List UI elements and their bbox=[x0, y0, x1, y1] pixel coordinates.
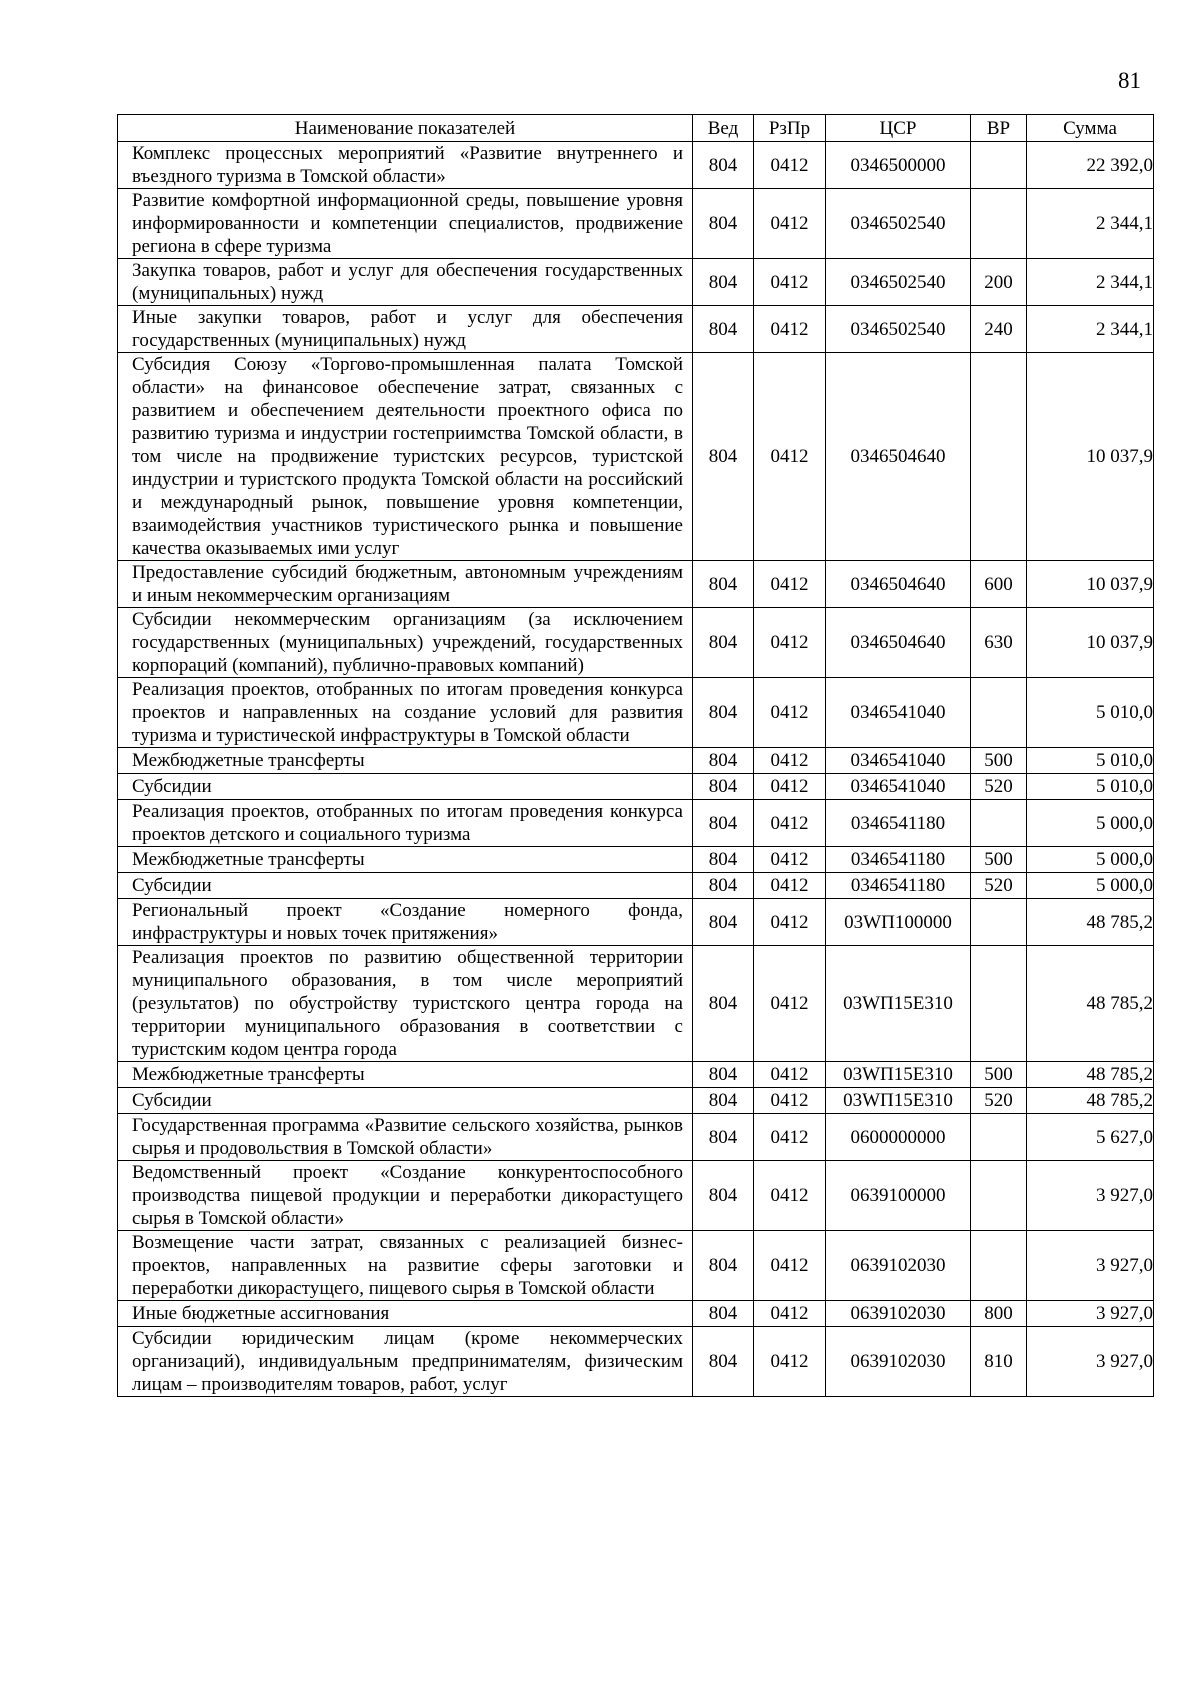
row-rzpr: 0412 bbox=[754, 748, 826, 774]
row-csr: 0346504640 bbox=[826, 561, 971, 608]
row-name: Развитие комфортной информационной среды, повышение уровня информированности и компетенции специалистов, продвижение региона в сфере туризма bbox=[118, 189, 693, 259]
table-row bbox=[118, 748, 1154, 774]
row-csr: 0639102030 bbox=[826, 1327, 971, 1397]
row-sum: 3 927,0 bbox=[1027, 1327, 1154, 1397]
row-rzpr: 0412 bbox=[754, 189, 826, 259]
row-csr: 0639100000 bbox=[826, 1161, 971, 1231]
row-name: Субсидия Союзу «Торгово-промышленная палата Томской области» на финансовое обеспечение затрат, связанных с развитием и обеспечением деятельности проектного офиса по развитию туризма и индустрии гостеприимства Томской области, в том числе на продвижение туристских ресурсов, туристской индустрии и туристского продукта Томской области на российский и международный рынок, повышение уровня компетенции, взаимодействия участников туристического рынка и повышение качества оказываемых ими услуг bbox=[118, 353, 693, 561]
table-row bbox=[118, 1114, 1154, 1161]
row-csr: 03WП15E310 bbox=[826, 946, 971, 1062]
table-row bbox=[118, 847, 1154, 873]
row-name: Межбюджетные трансферты bbox=[118, 847, 693, 873]
row-sum: 48 785,2 bbox=[1027, 899, 1154, 946]
row-ved: 804 bbox=[693, 353, 754, 561]
row-rzpr: 0412 bbox=[754, 1088, 826, 1114]
row-rzpr: 0412 bbox=[754, 353, 826, 561]
table-header-row bbox=[118, 115, 1154, 142]
row-vr: 200 bbox=[971, 259, 1027, 306]
row-sum: 48 785,2 bbox=[1027, 1062, 1154, 1088]
row-rzpr: 0412 bbox=[754, 259, 826, 306]
row-csr: 0346541040 bbox=[826, 678, 971, 748]
row-name: Закупка товаров, работ и услуг для обеспечения государственных (муниципальных) нужд bbox=[118, 259, 693, 306]
row-csr: 0346504640 bbox=[826, 353, 971, 561]
table-row bbox=[118, 1088, 1154, 1114]
table-row bbox=[118, 142, 1154, 189]
row-rzpr: 0412 bbox=[754, 142, 826, 189]
row-vr bbox=[971, 899, 1027, 946]
table-row bbox=[118, 1231, 1154, 1301]
row-vr: 800 bbox=[971, 1301, 1027, 1327]
row-csr: 0346502540 bbox=[826, 306, 971, 353]
row-vr: 810 bbox=[971, 1327, 1027, 1397]
row-rzpr: 0412 bbox=[754, 1161, 826, 1231]
row-csr: 03WП100000 bbox=[826, 899, 971, 946]
row-ved: 804 bbox=[693, 946, 754, 1062]
row-rzpr: 0412 bbox=[754, 946, 826, 1062]
row-name: Субсидии bbox=[118, 1088, 693, 1114]
row-vr: 600 bbox=[971, 561, 1027, 608]
row-ved: 804 bbox=[693, 678, 754, 748]
row-vr bbox=[971, 142, 1027, 189]
row-vr bbox=[971, 1231, 1027, 1301]
table-row bbox=[118, 1062, 1154, 1088]
row-sum: 5 010,0 bbox=[1027, 748, 1154, 774]
row-ved: 804 bbox=[693, 899, 754, 946]
row-name: Субсидии некоммерческим организациям (за исключением государственных (муниципальных) учреждений, государственных корпораций (компаний), публично-правовых компаний) bbox=[118, 608, 693, 678]
table-row bbox=[118, 946, 1154, 1062]
row-csr: 0346541040 bbox=[826, 748, 971, 774]
row-sum: 2 344,1 bbox=[1027, 259, 1154, 306]
row-csr: 0346500000 bbox=[826, 142, 971, 189]
row-sum: 3 927,0 bbox=[1027, 1301, 1154, 1327]
row-ved: 804 bbox=[693, 189, 754, 259]
row-vr: 520 bbox=[971, 1088, 1027, 1114]
row-csr: 0346541180 bbox=[826, 800, 971, 847]
table-row bbox=[118, 608, 1154, 678]
row-name: Реализация проектов, отобранных по итогам проведения конкурса проектов и направленных на создание условий для развития туризма и туристической инфраструктуры в Томской области bbox=[118, 678, 693, 748]
row-name: Реализация проектов, отобранных по итогам проведения конкурса проектов детского и социального туризма bbox=[118, 800, 693, 847]
row-vr bbox=[971, 1161, 1027, 1231]
row-vr bbox=[971, 353, 1027, 561]
table-row bbox=[118, 259, 1154, 306]
table-row bbox=[118, 353, 1154, 561]
row-sum: 5 010,0 bbox=[1027, 774, 1154, 800]
row-name: Межбюджетные трансферты bbox=[118, 748, 693, 774]
row-ved: 804 bbox=[693, 142, 754, 189]
row-vr bbox=[971, 1114, 1027, 1161]
row-rzpr: 0412 bbox=[754, 1327, 826, 1397]
row-ved: 804 bbox=[693, 259, 754, 306]
row-ved: 804 bbox=[693, 1327, 754, 1397]
row-csr: 0346504640 bbox=[826, 608, 971, 678]
row-sum: 5 000,0 bbox=[1027, 873, 1154, 899]
row-sum: 10 037,9 bbox=[1027, 608, 1154, 678]
row-vr bbox=[971, 946, 1027, 1062]
table-row bbox=[118, 873, 1154, 899]
header-rzpr: РзПр bbox=[754, 115, 826, 142]
row-rzpr: 0412 bbox=[754, 873, 826, 899]
row-vr bbox=[971, 189, 1027, 259]
row-rzpr: 0412 bbox=[754, 800, 826, 847]
row-csr: 0639102030 bbox=[826, 1301, 971, 1327]
row-csr: 0346502540 bbox=[826, 189, 971, 259]
row-rzpr: 0412 bbox=[754, 847, 826, 873]
row-name: Субсидии bbox=[118, 873, 693, 899]
row-ved: 804 bbox=[693, 748, 754, 774]
row-ved: 804 bbox=[693, 1088, 754, 1114]
header-name: Наименование показателей bbox=[118, 115, 693, 142]
table-row bbox=[118, 1301, 1154, 1327]
header-ved: Вед bbox=[693, 115, 754, 142]
row-ved: 804 bbox=[693, 306, 754, 353]
row-sum: 22 392,0 bbox=[1027, 142, 1154, 189]
row-sum: 10 037,9 bbox=[1027, 561, 1154, 608]
row-sum: 10 037,9 bbox=[1027, 353, 1154, 561]
row-vr: 500 bbox=[971, 748, 1027, 774]
table-row bbox=[118, 899, 1154, 946]
row-csr: 0600000000 bbox=[826, 1114, 971, 1161]
row-rzpr: 0412 bbox=[754, 608, 826, 678]
row-vr: 520 bbox=[971, 774, 1027, 800]
table-row bbox=[118, 1327, 1154, 1397]
header-vr: ВР bbox=[971, 115, 1027, 142]
row-ved: 804 bbox=[693, 1301, 754, 1327]
table-row bbox=[118, 678, 1154, 748]
table-row bbox=[118, 1161, 1154, 1231]
row-name: Региональный проект «Создание номерного фонда, инфраструктуры и новых точек притяжения» bbox=[118, 899, 693, 946]
row-sum: 48 785,2 bbox=[1027, 1088, 1154, 1114]
row-name: Ведомственный проект «Создание конкурентоспособного производства пищевой продукции и переработки дикорастущего сырья в Томской области» bbox=[118, 1161, 693, 1231]
row-name: Субсидии bbox=[118, 774, 693, 800]
row-sum: 5 627,0 bbox=[1027, 1114, 1154, 1161]
row-name: Государственная программа «Развитие сельского хозяйства, рынков сырья и продовольствия в Томской области» bbox=[118, 1114, 693, 1161]
row-name: Иные закупки товаров, работ и услуг для обеспечения государственных (муниципальных) нужд bbox=[118, 306, 693, 353]
row-vr: 630 bbox=[971, 608, 1027, 678]
row-vr bbox=[971, 678, 1027, 748]
row-name: Межбюджетные трансферты bbox=[118, 1062, 693, 1088]
row-name: Реализация проектов по развитию общественной территории муниципального образования, в том числе мероприятий (результатов) по обустройству туристского центра города на территории муниципального образования в соответствии с туристским кодом центра города bbox=[118, 946, 693, 1062]
row-vr bbox=[971, 800, 1027, 847]
row-csr: 03WП15E310 bbox=[826, 1062, 971, 1088]
budget-table bbox=[117, 114, 1154, 1397]
table-row bbox=[118, 774, 1154, 800]
row-name: Предоставление субсидий бюджетным, автономным учреждениям и иным некоммерческим организациям bbox=[118, 561, 693, 608]
page-number: 81 bbox=[1118, 68, 1141, 93]
row-ved: 804 bbox=[693, 873, 754, 899]
row-rzpr: 0412 bbox=[754, 774, 826, 800]
row-rzpr: 0412 bbox=[754, 306, 826, 353]
row-rzpr: 0412 bbox=[754, 561, 826, 608]
row-vr: 240 bbox=[971, 306, 1027, 353]
row-vr: 520 bbox=[971, 873, 1027, 899]
row-sum: 48 785,2 bbox=[1027, 946, 1154, 1062]
row-ved: 804 bbox=[693, 608, 754, 678]
row-ved: 804 bbox=[693, 1231, 754, 1301]
row-csr: 03WП15E310 bbox=[826, 1088, 971, 1114]
header-csr: ЦСР bbox=[826, 115, 971, 142]
row-ved: 804 bbox=[693, 561, 754, 608]
row-csr: 0346541040 bbox=[826, 774, 971, 800]
row-name: Возмещение части затрат, связанных с реализацией бизнес-проектов, направленных на развитие сферы заготовки и переработки дикорастущего, пищевого сырья в Томской области bbox=[118, 1231, 693, 1301]
row-ved: 804 bbox=[693, 1161, 754, 1231]
row-sum: 2 344,1 bbox=[1027, 306, 1154, 353]
row-name: Комплекс процессных мероприятий «Развитие внутреннего и въездного туризма в Томской области» bbox=[118, 142, 693, 189]
row-name: Субсидии юридическим лицам (кроме некоммерческих организаций), индивидуальным предпринимателям, физическим лицам – производителям товаров, работ, услуг bbox=[118, 1327, 693, 1397]
row-sum: 5 000,0 bbox=[1027, 847, 1154, 873]
row-rzpr: 0412 bbox=[754, 1231, 826, 1301]
row-vr: 500 bbox=[971, 1062, 1027, 1088]
row-sum: 3 927,0 bbox=[1027, 1231, 1154, 1301]
table-row bbox=[118, 800, 1154, 847]
row-csr: 0346502540 bbox=[826, 259, 971, 306]
table-row bbox=[118, 561, 1154, 608]
row-rzpr: 0412 bbox=[754, 678, 826, 748]
row-ved: 804 bbox=[693, 800, 754, 847]
table-row bbox=[118, 189, 1154, 259]
row-rzpr: 0412 bbox=[754, 1301, 826, 1327]
row-vr: 500 bbox=[971, 847, 1027, 873]
row-rzpr: 0412 bbox=[754, 1114, 826, 1161]
row-ved: 804 bbox=[693, 1062, 754, 1088]
row-sum: 5 000,0 bbox=[1027, 800, 1154, 847]
row-sum: 2 344,1 bbox=[1027, 189, 1154, 259]
row-ved: 804 bbox=[693, 847, 754, 873]
row-ved: 804 bbox=[693, 1114, 754, 1161]
row-csr: 0346541180 bbox=[826, 847, 971, 873]
header-sum: Сумма bbox=[1027, 115, 1154, 142]
table-row bbox=[118, 306, 1154, 353]
row-csr: 0346541180 bbox=[826, 873, 971, 899]
row-rzpr: 0412 bbox=[754, 899, 826, 946]
row-ved: 804 bbox=[693, 774, 754, 800]
row-sum: 5 010,0 bbox=[1027, 678, 1154, 748]
row-rzpr: 0412 bbox=[754, 1062, 826, 1088]
row-name: Иные бюджетные ассигнования bbox=[118, 1301, 693, 1327]
row-sum: 3 927,0 bbox=[1027, 1161, 1154, 1231]
row-csr: 0639102030 bbox=[826, 1231, 971, 1301]
